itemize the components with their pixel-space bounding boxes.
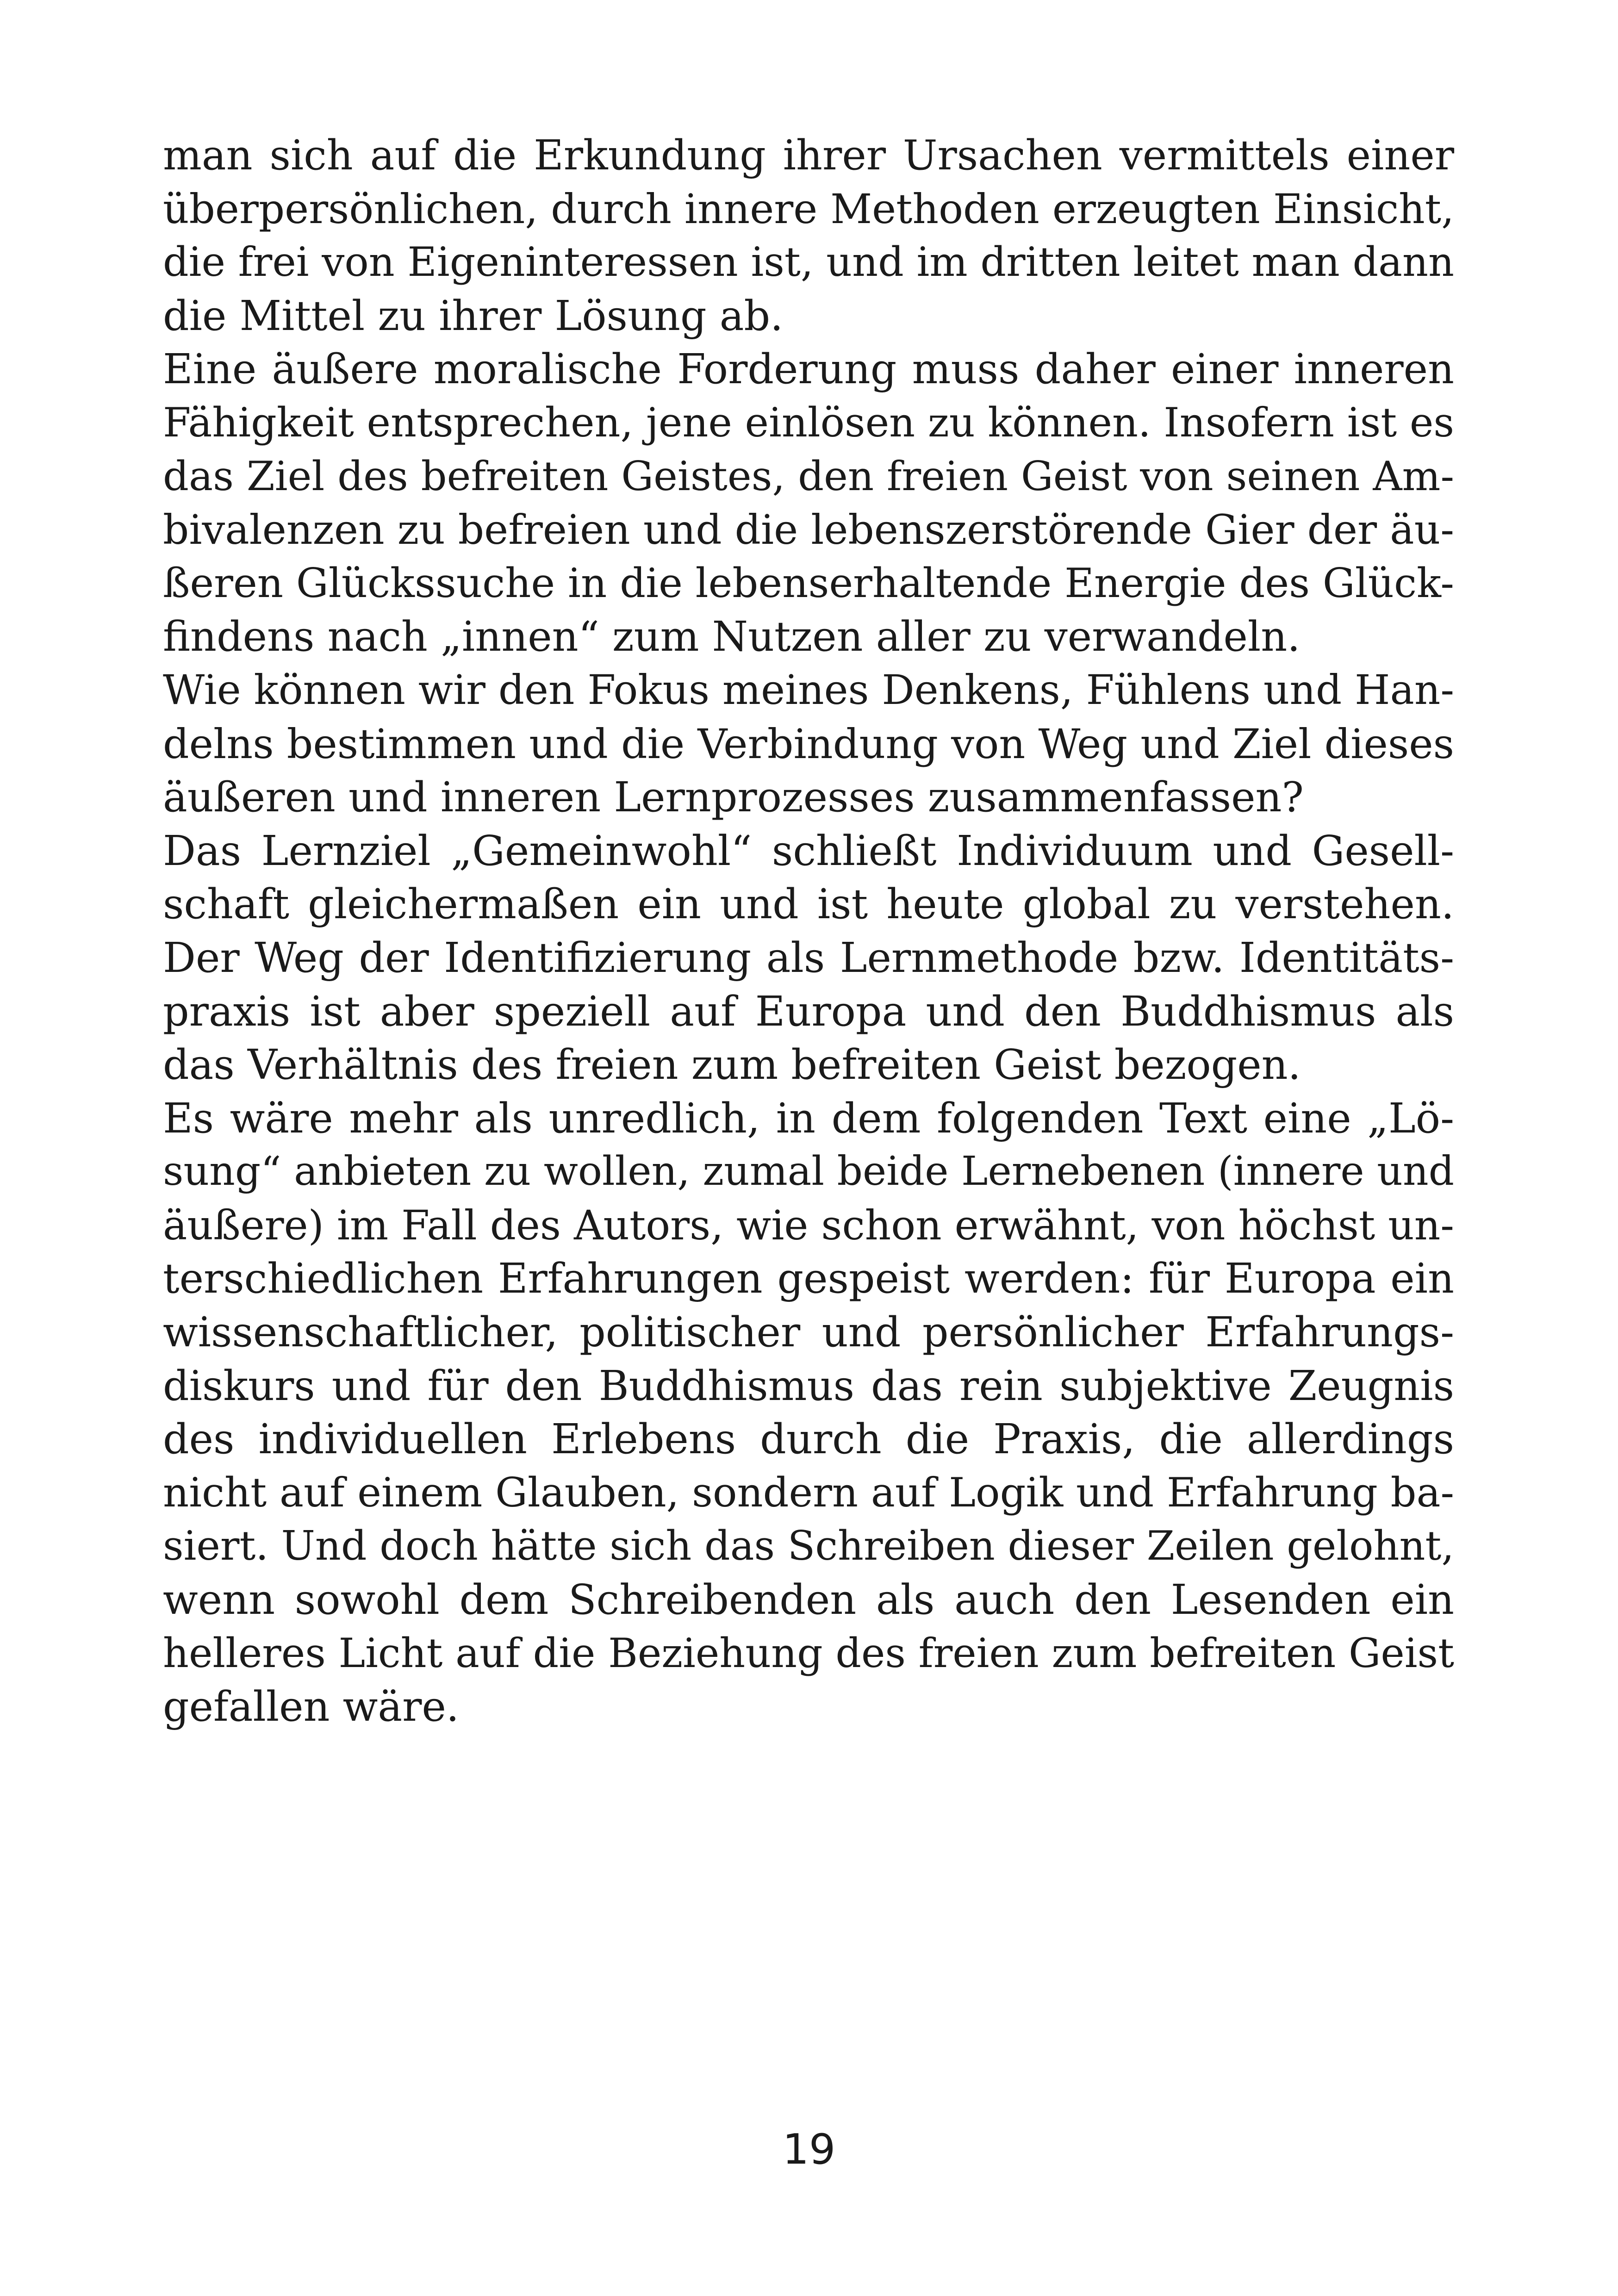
- text-line: äußere) im Fall des Autors, wie schon erwähnt, von höchst un-: [163, 1201, 1454, 1249]
- text-line: Es wäre mehr als unredlich, in dem folgenden Text eine „Lö-: [163, 1094, 1454, 1142]
- text-line: die Mittel zu ihrer Lösung ab.: [163, 292, 784, 340]
- text-line: helleres Licht auf die Beziehung des freien zum befreiten Geist: [163, 1630, 1454, 1677]
- text-line: siert. Und doch hätte sich das Schreiben dieser Zeilen gelohnt,: [163, 1522, 1454, 1570]
- paragraph: [163, 342, 1454, 664]
- text-line: äußeren und inneren Lernprozesses zusammenfassen?: [163, 773, 1304, 821]
- text-line: terschiedlichen Erfahrungen gespeist werden: für Europa ein: [163, 1255, 1454, 1303]
- text-line: des individuellen Erlebens durch die Praxis, die allerdings: [163, 1415, 1454, 1463]
- paragraph: [163, 664, 1454, 824]
- text-line: Der Weg der Identifizierung als Lernmethode bzw. Identitäts-: [163, 933, 1454, 982]
- text-line: das Ziel des befreiten Geistes, den freien Geist von seinen Am-: [163, 452, 1454, 500]
- text-line: ßeren Glückssuche in die lebenserhaltende Energie des Glück-: [163, 559, 1454, 607]
- text-line: gefallen wäre.: [163, 1683, 459, 1731]
- text-line: man sich auf die Erkundung ihrer Ursachen vermittels einer: [163, 131, 1454, 179]
- text-line: überpersönlichen, durch innere Methoden erzeugten Einsicht,: [163, 185, 1454, 233]
- text-line: schaft gleichermaßen ein und ist heute global zu verstehen.: [163, 880, 1454, 928]
- text-line: Wie können wir den Fokus meines Denkens, Fühlens und Han-: [163, 666, 1454, 714]
- paragraph: [163, 129, 1454, 342]
- text-line: praxis ist aber speziell auf Europa und den Buddhismus als: [163, 987, 1454, 1035]
- body-text: [163, 129, 1454, 1734]
- text-line: Das Lernziel „Gemeinwohl“ schließt Individuum und Gesell-: [163, 827, 1454, 875]
- text-line: delns bestimmen und die Verbindung von Weg und Ziel dieses: [163, 720, 1454, 768]
- text-line: sung“ anbieten zu wollen, zumal beide Lernebenen (innere und: [163, 1148, 1454, 1195]
- text-line: bivalenzen zu befreien und die lebenszerstörende Gier der äu-: [163, 506, 1454, 554]
- text-line: findens nach „innen“ zum Nutzen aller zu verwandeln.: [163, 613, 1301, 661]
- text-line: das Verhältnis des freien zum befreiten Geist bezogen.: [163, 1041, 1301, 1089]
- text-line: nicht auf einem Glauben, sondern auf Logik und Erfahrung ba-: [163, 1468, 1454, 1516]
- text-line: diskurs und für den Buddhismus das rein subjektive Zeugnis: [163, 1362, 1454, 1410]
- text-line: die frei von Eigeninteressen ist, und im dritten leitet man dann: [163, 238, 1454, 286]
- text-line: Fähigkeit entsprechen, jene einlösen zu können. Insofern ist es: [163, 398, 1454, 446]
- text-line: wenn sowohl dem Schreibenden als auch den Lesenden ein: [163, 1576, 1454, 1624]
- text-line: Eine äußere moralische Forderung muss daher einer inneren: [163, 345, 1454, 393]
- paragraph: [163, 824, 1454, 1092]
- text-line: wissenschaftlicher, politischer und persönlicher Erfahrungs-: [163, 1308, 1454, 1356]
- page-number: 19: [782, 2125, 836, 2174]
- paragraph: [163, 1092, 1454, 1734]
